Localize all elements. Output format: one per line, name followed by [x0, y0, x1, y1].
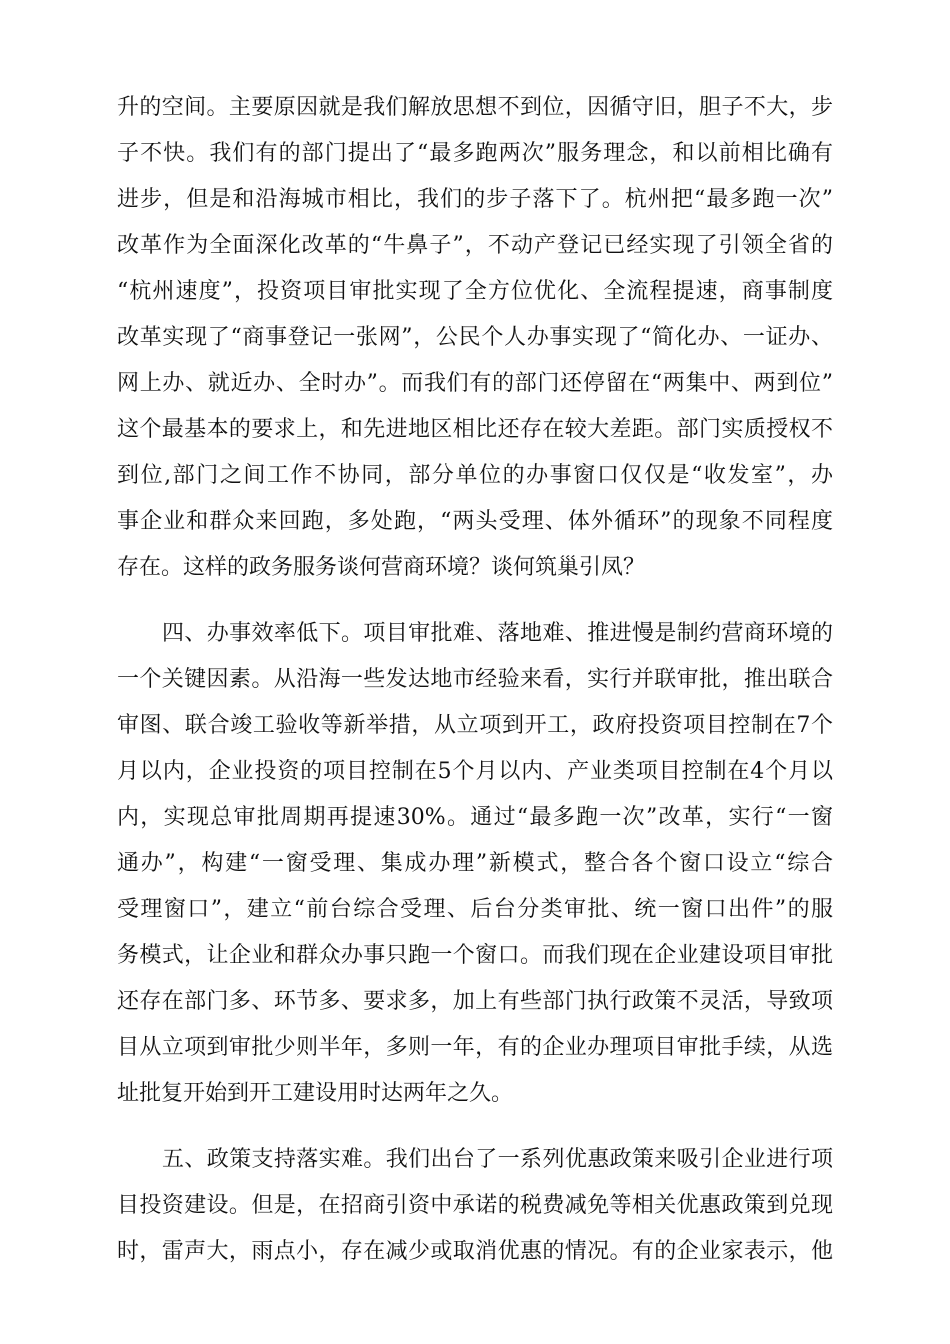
text-line: 内，实现总审批周期再提速30%。通过“最多跑一次”改革，实行“一窗	[117, 805, 833, 830]
text-line: 审图、联合竣工验收等新举措，从立项到开工，政府投资项目控制在7个	[117, 713, 833, 738]
text-line: 通办”，构建“一窗受理、集成办理”新模式，整合各个窗口设立“综合	[117, 851, 833, 876]
text-line: 受理窗口”，建立“前台综合受理、后台分类审批、统一窗口出件”的服	[117, 897, 833, 922]
text-line: 五、政策支持落实难。我们出台了一系列优惠政策来吸引企业进行项	[162, 1147, 833, 1172]
text-line: 址批复开始到开工建设用时达两年之久。	[117, 1081, 514, 1106]
text-line: 到位,部门之间工作不协同，部分单位的办事窗口仅仅是“收发室”，办	[117, 463, 833, 488]
text-line: 事企业和群众来回跑，多处跑，“两头受理、体外循环”的现象不同程度	[117, 509, 833, 534]
text-line: 还存在部门多、环节多、要求多，加上有些部门执行政策不灵活，导致项	[117, 989, 833, 1014]
text-line: 改革作为全面深化改革的“牛鼻子”，不动产登记已经实现了引领全省的	[117, 233, 833, 258]
text-line: 这个最基本的要求上，和先进地区相比还存在较大差距。部门实质授权不	[117, 417, 833, 442]
text-line: 升的空间。主要原因就是我们解放思想不到位，因循守旧，胆子不大，步	[117, 95, 833, 120]
text-line: 一个关键因素。从沿海一些发达地市经验来看，实行并联审批，推出联合	[117, 667, 833, 692]
text-line: 网上办、就近办、全时办”。而我们有的部门还停留在“两集中、两到位”	[117, 371, 833, 396]
text-line: 存在。这样的政务服务谈何营商环境？谈何筑巢引凤？	[117, 555, 646, 580]
text-line: 四、办事效率低下。项目审批难、落地难、推进慢是制约营商环境的	[162, 621, 833, 646]
text-line: 目从立项到审批少则半年，多则一年，有的企业办理项目审批手续，从选	[117, 1035, 833, 1060]
text-line: 改革实现了“商事登记一张网”，公民个人办事实现了“简化办、一证办、	[117, 325, 833, 350]
text-line: 子不快。我们有的部门提出了“最多跑两次”服务理念，和以前相比确有	[117, 141, 833, 166]
text-line: 时，雷声大，雨点小，存在减少或取消优惠的情况。有的企业家表示，他	[117, 1239, 833, 1264]
text-line: 进步，但是和沿海城市相比，我们的步子落下了。杭州把“最多跑一次”	[117, 187, 833, 212]
text-line: 务模式，让企业和群众办事只跑一个窗口。而我们现在企业建设项目审批	[117, 943, 833, 968]
text-line: 月以内，企业投资的项目控制在5个月以内、产业类项目控制在4个月以	[117, 759, 833, 784]
text-line: “杭州速度”，投资项目审批实现了全方位优化、全流程提速，商事制度	[117, 279, 833, 304]
text-line: 目投资建设。但是，在招商引资中承诺的税费减免等相关优惠政策到兑现	[117, 1193, 833, 1218]
